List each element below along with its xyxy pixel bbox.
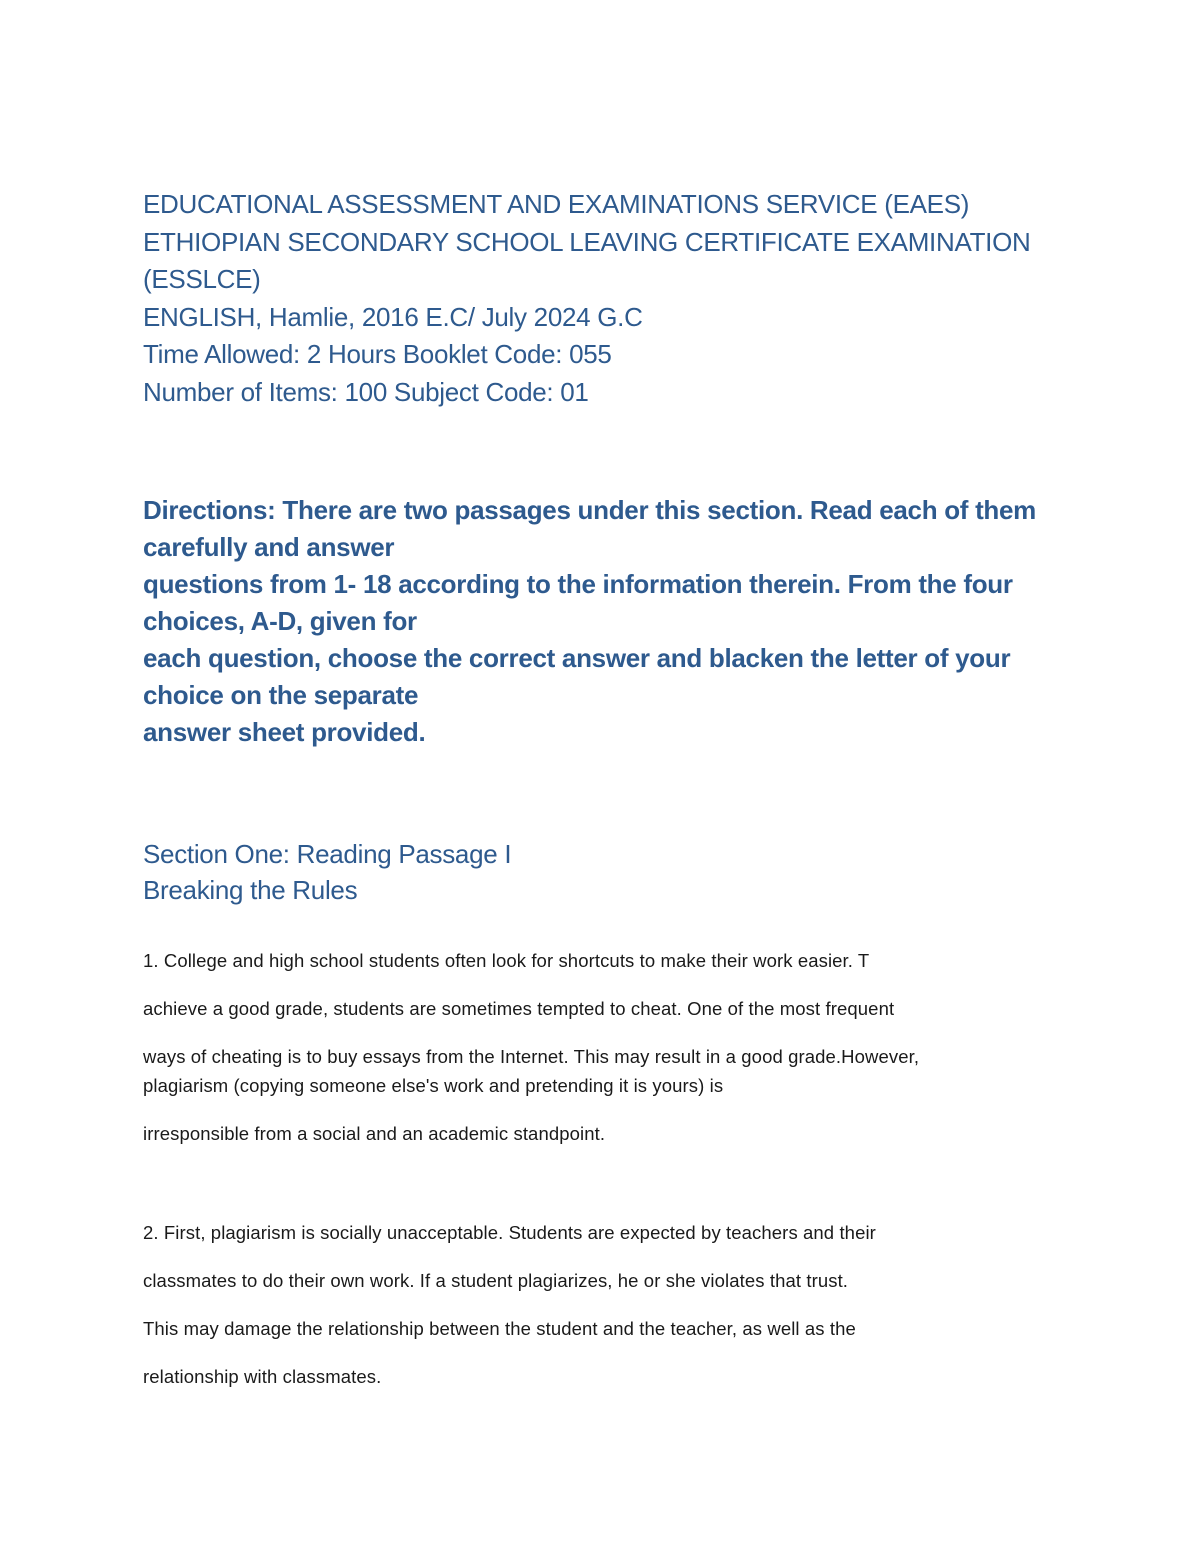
paragraph-line: irresponsible from a social and an academic standpoint.: [143, 1123, 606, 1144]
header-line-items-subject-code: Number of Items: 100 Subject Code: 01: [143, 376, 589, 407]
header-line-time-booklet: Time Allowed: 2 Hours Booklet Code: 055: [143, 339, 612, 369]
directions-line: Directions: There are two passages under this section. Read each of them: [143, 495, 1036, 525]
header-line-exam-abbreviation: (ESSLCE): [143, 264, 261, 294]
paragraph-line: ways of cheating is to buy essays from the Internet. This may result in a good grade.However,: [143, 1046, 920, 1067]
directions-line: questions from 1- 18 according to the information therein. From the four: [143, 569, 1013, 599]
paragraph-line: 2. First, plagiarism is socially unacceptable. Students are expected by teachers and their: [143, 1222, 876, 1243]
passage-title: Breaking the Rules: [143, 875, 358, 905]
header-line-subject-date: ENGLISH, Hamlie, 2016 E.C/ July 2024 G.C: [143, 301, 643, 332]
section-title: Section One: Reading Passage I: [143, 839, 512, 869]
header-line-exam-title: ETHIOPIAN SECONDARY SCHOOL LEAVING CERTIFICATE EXAMINATION: [143, 226, 1031, 257]
paragraph-line: 1. College and high school students often look for shortcuts to make their work easier. T: [143, 950, 870, 971]
directions-line: each question, choose the correct answer and blacken the letter of your: [143, 643, 1011, 673]
directions-line: carefully and answer: [143, 532, 395, 562]
directions-line: answer sheet provided.: [143, 717, 426, 747]
header-line-organization: EDUCATIONAL ASSESSMENT AND EXAMINATIONS SERVICE (EAES): [143, 189, 970, 219]
paragraph-line: classmates to do their own work. If a student plagiarizes, he or she violates that trust.: [143, 1270, 849, 1291]
directions-line: choices, A-D, given for: [143, 606, 417, 636]
exam-directions: [143, 492, 1103, 751]
paragraph-line: plagiarism (copying someone else's work and pretending it is yours) is: [143, 1075, 724, 1096]
paragraph-line: This may damage the relationship between the student and the teacher, as well as the: [143, 1318, 856, 1339]
paragraph-line: relationship with classmates.: [143, 1366, 382, 1387]
exam-header: [143, 186, 1103, 411]
directions-line: choice on the separate: [143, 680, 419, 710]
section-heading: [143, 836, 1043, 908]
paragraph-line: achieve a good grade, students are sometimes tempted to cheat. One of the most frequent: [143, 998, 895, 1019]
